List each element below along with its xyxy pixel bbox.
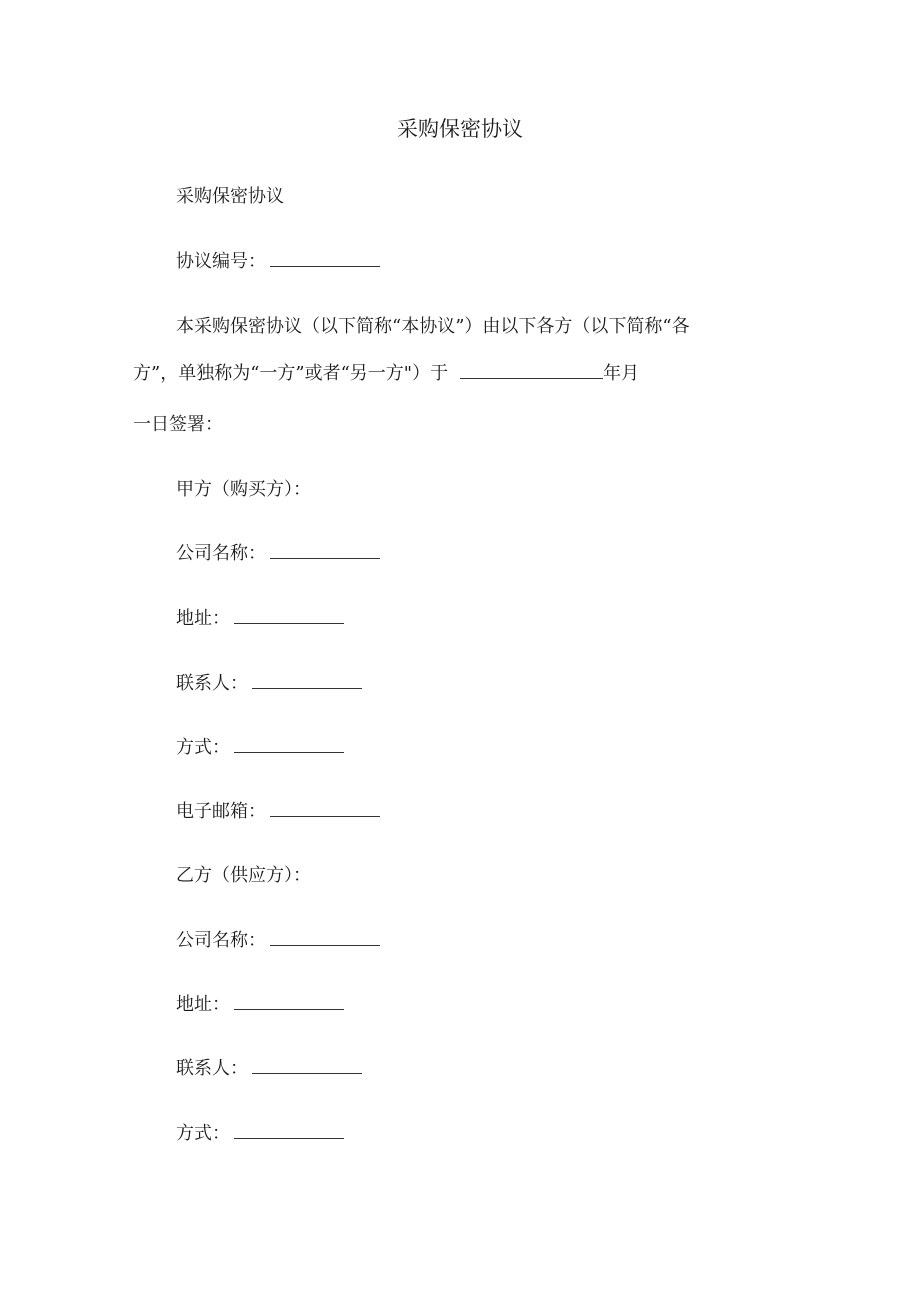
party-a-email-blank[interactable] <box>270 798 380 817</box>
agreement-number-blank[interactable] <box>270 248 380 267</box>
party-b-heading: 乙方（供应方）： <box>176 865 311 886</box>
party-a-contact-label: 联系人： <box>176 673 248 694</box>
party-a-company-row <box>176 540 380 568</box>
party-a-address-blank[interactable] <box>234 605 344 624</box>
party-a-company-label: 公司名称： <box>176 543 266 564</box>
intro-line-1: 本采购保密协议（以下简称“本协议”）由以下各方（以下简称“各 <box>176 316 690 337</box>
party-a-method-row <box>176 734 344 762</box>
party-b-address-blank[interactable] <box>234 991 344 1010</box>
agreement-number-row <box>176 248 380 276</box>
party-b-contact-row <box>176 1055 362 1083</box>
party-b-method-blank[interactable] <box>234 1120 344 1139</box>
intro-line-3: 一日签署： <box>133 414 223 435</box>
agreement-number-label: 协议编号： <box>176 251 266 272</box>
party-b-contact-label: 联系人： <box>176 1058 248 1079</box>
party-b-address-row <box>176 991 344 1019</box>
intro-line-2 <box>133 360 639 388</box>
signing-date-blank[interactable] <box>460 360 603 379</box>
document-subtitle: 采购保密协议 <box>176 186 284 207</box>
party-b-method-label: 方式： <box>176 1123 230 1144</box>
party-a-address-label: 地址： <box>176 608 230 629</box>
party-b-address-label: 地址： <box>176 994 230 1015</box>
party-a-contact-row <box>176 670 362 698</box>
party-b-company-row <box>176 927 380 955</box>
party-b-method-row <box>176 1120 344 1148</box>
intro-line-2-text: 方”，单独称为“一方”或者“另一方"）于 <box>133 363 449 384</box>
party-b-company-label: 公司名称： <box>176 930 266 951</box>
party-a-method-blank[interactable] <box>234 734 344 753</box>
party-a-heading: 甲方（购买方）： <box>176 479 311 500</box>
party-a-company-blank[interactable] <box>270 540 380 559</box>
document-title: 采购保密协议 <box>397 117 523 141</box>
party-a-method-label: 方式： <box>176 737 230 758</box>
party-a-email-row <box>176 798 380 826</box>
party-b-company-blank[interactable] <box>270 927 380 946</box>
party-a-email-label: 电子邮箱： <box>176 801 266 822</box>
party-b-contact-blank[interactable] <box>252 1055 362 1074</box>
intro-line-2-suffix: 年月 <box>603 363 640 384</box>
party-a-contact-blank[interactable] <box>252 670 362 689</box>
party-a-address-row <box>176 605 344 633</box>
